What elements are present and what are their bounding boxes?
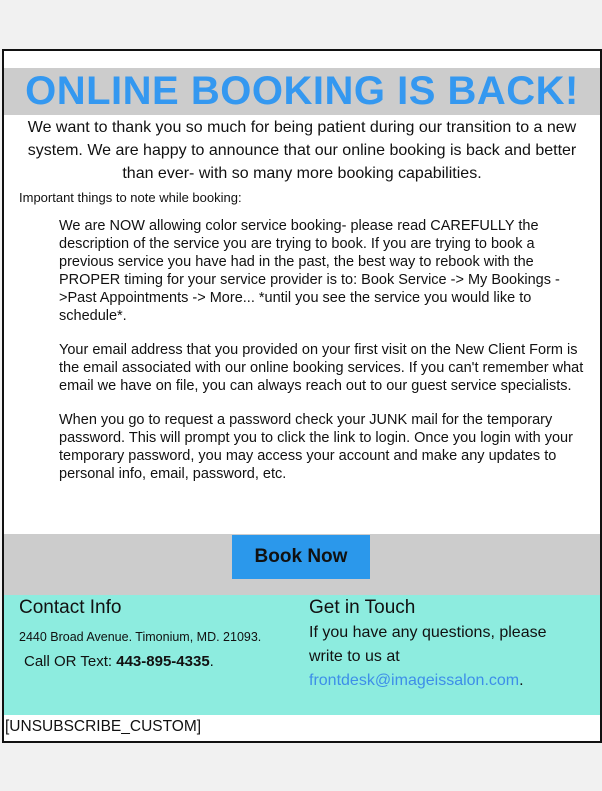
get-in-touch-message: If you have any questions, please write to us at: [309, 624, 547, 665]
notes-label: Important things to note while booking:: [19, 190, 242, 205]
contact-info-column: [19, 595, 299, 671]
book-now-button[interactable]: Book Now: [232, 535, 370, 579]
note-color-booking: We are NOW allowing color service booking- please read CAREFULLY the description of the service you are trying to book. If you are trying to book a previous service you have had in the past, the best way to rebook with the PROPER timing for your service provider is to: Book Service -> My Bookings ->Past Appointments -> More... *until you see the service you would like to schedule*.: [59, 218, 560, 324]
call-suffix: .: [209, 653, 214, 670]
address-text: 2440 Broad Avenue. Timonium, MD. 21093.: [19, 630, 262, 644]
note-password: When you go to request a password check your JUNK mail for the temporary password. This will prompt you to click the link to login. Once you login with your temporary password, you may access your account and make any updates to personal info, email, password, etc.: [59, 412, 573, 482]
phone-number[interactable]: 443-895-4335: [116, 653, 210, 670]
get-in-touch-column: [309, 595, 579, 693]
get-in-touch-suffix: .: [519, 672, 524, 689]
get-in-touch-text: [309, 621, 579, 693]
note-email-address: Your email address that you provided on your first visit on the New Client Form is the email associated with our online booking services. If you can't remember what email we have on file, you can always reach out to our guest service specialists.: [59, 342, 584, 394]
email-link[interactable]: frontdesk@imageissalon.com: [309, 672, 520, 689]
call-text: [24, 653, 299, 671]
page-title: ONLINE BOOKING IS BACK!: [25, 69, 579, 113]
notes-list: [59, 217, 589, 499]
email-container: [2, 49, 602, 743]
book-banner: [4, 534, 600, 595]
contact-info-heading: Contact Info: [19, 597, 122, 618]
get-in-touch-heading: Get in Touch: [309, 597, 416, 618]
intro-paragraph: We want to thank you so much for being patient during our transition to a new system. We are happy to announce that our online booking is back and better than ever- with so many more booking capabilities.: [27, 119, 577, 182]
unsubscribe-placeholder[interactable]: [UNSUBSCRIBE_CUSTOM]: [4, 715, 601, 741]
contact-section: [4, 595, 600, 715]
call-prefix: Call OR Text:: [24, 653, 117, 670]
title-banner: [4, 68, 600, 115]
